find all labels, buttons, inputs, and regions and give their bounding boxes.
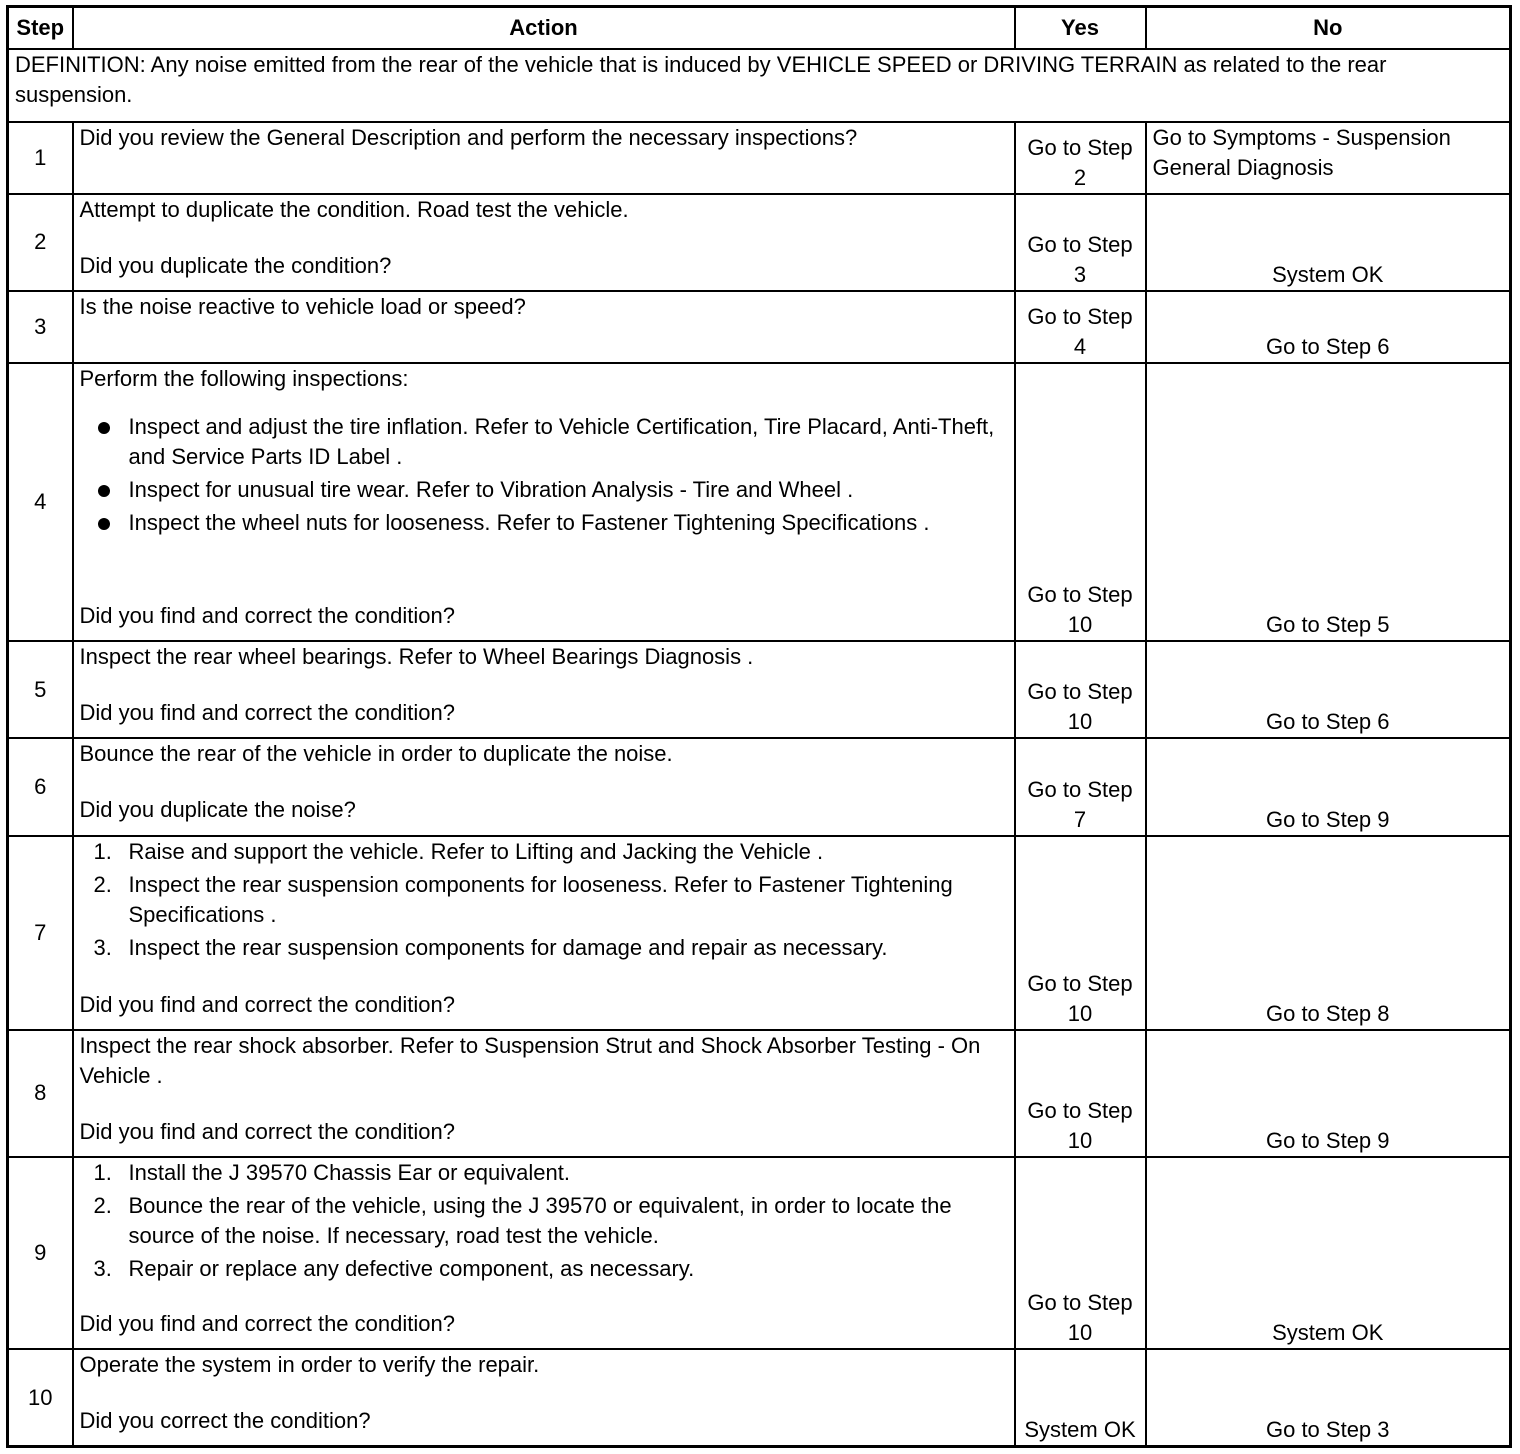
item-number: 2. xyxy=(93,1193,112,1219)
no-cell: System OK xyxy=(1146,1157,1511,1349)
action-question: Did you find and correct the condition? xyxy=(79,700,455,726)
procedure-list xyxy=(80,1158,1008,1287)
no-cell: Go to Step 5 xyxy=(1146,363,1511,641)
action-cell xyxy=(73,291,1015,363)
definition-row xyxy=(8,49,1511,122)
no-cell: System OK xyxy=(1146,194,1511,291)
no-cell: Go to Step 3 xyxy=(1146,1349,1511,1446)
list-item: Inspect and adjust the tire inflation. Refer to Vehicle Certification, Tire Placard, Anti-Theft, and Service Parts ID Label . xyxy=(80,412,1008,472)
item-number: 3. xyxy=(93,934,112,960)
action-cell xyxy=(73,1157,1015,1349)
inspection-list xyxy=(80,412,1008,538)
list-item: Inspect the wheel nuts for looseness. Refer to Fastener Tightening Specifications . xyxy=(80,508,1008,538)
action-question: Did you duplicate the condition? xyxy=(79,252,392,278)
action-text: Is the noise reactive to vehicle load or speed? xyxy=(79,293,526,319)
yes-cell: Go to Step 10 xyxy=(1015,1157,1146,1349)
action-text: Inspect the rear shock absorber. Refer to Suspension Strut and Shock Absorber Testing - On Vehicle . xyxy=(79,1032,981,1088)
yes-cell: Go to Step 10 xyxy=(1015,641,1146,738)
action-cell xyxy=(73,122,1015,194)
step-number: 2 xyxy=(8,194,73,291)
table-row xyxy=(8,1349,1511,1446)
action-cell xyxy=(73,1349,1015,1446)
yes-cell: System OK xyxy=(1015,1349,1146,1446)
yes-cell: Go to Step 3 xyxy=(1015,194,1146,291)
item-text: Bounce the rear of the vehicle, using the J 39570 or equivalent, in order to locate the source of the noise. If necessary, road test the vehicle. xyxy=(128,1193,952,1249)
table-row xyxy=(8,641,1511,738)
list-item: Inspect for unusual tire wear. Refer to Vibration Analysis - Tire and Wheel . xyxy=(80,475,1008,505)
no-cell: Go to Step 6 xyxy=(1146,641,1511,738)
action-cell xyxy=(73,836,1015,1030)
action-text: Attempt to duplicate the condition. Road test the vehicle. xyxy=(79,196,629,222)
list-item xyxy=(80,1254,1008,1284)
action-question: Did you correct the condition? xyxy=(79,1408,371,1434)
step-number: 3 xyxy=(8,291,73,363)
action-question: Did you duplicate the noise? xyxy=(79,797,356,823)
step-number: 5 xyxy=(8,641,73,738)
action-cell xyxy=(73,363,1015,641)
header-yes: Yes xyxy=(1015,7,1146,49)
table-row xyxy=(8,836,1511,1030)
list-item xyxy=(80,1191,1008,1251)
table-row xyxy=(8,194,1511,291)
yes-cell: Go to Step 2 xyxy=(1015,122,1146,194)
item-text: Inspect the rear suspension components for looseness. Refer to Fastener Tightening Specifications . xyxy=(128,871,953,927)
definition-text: DEFINITION: Any noise emitted from the rear of the vehicle that is induced by VEHICLE SPEED or DRIVING TERRAIN as related to the rear suspension. xyxy=(8,49,1511,122)
table-row xyxy=(8,738,1511,835)
yes-cell: Go to Step 7 xyxy=(1015,738,1146,835)
no-cell: Go to Symptoms - Suspension General Diagnosis xyxy=(1146,122,1511,194)
item-number: 3. xyxy=(93,1256,112,1282)
action-text: Perform the following inspections: xyxy=(79,365,409,391)
step-number: 1 xyxy=(8,122,73,194)
table-row xyxy=(8,122,1511,194)
header-row xyxy=(8,7,1511,49)
table-row xyxy=(8,291,1511,363)
step-number: 7 xyxy=(8,836,73,1030)
yes-cell: Go to Step 10 xyxy=(1015,1030,1146,1157)
action-cell xyxy=(73,738,1015,835)
list-item xyxy=(80,837,1008,867)
action-text: Did you review the General Description and perform the necessary inspections? xyxy=(79,124,858,150)
step-number: 10 xyxy=(8,1349,73,1446)
list-item xyxy=(80,870,1008,930)
step-number: 6 xyxy=(8,738,73,835)
action-question: Did you find and correct the condition? xyxy=(79,991,455,1017)
item-text: Repair or replace any defective component, as necessary. xyxy=(128,1256,695,1282)
no-cell: Go to Step 9 xyxy=(1146,1030,1511,1157)
yes-cell: Go to Step 10 xyxy=(1015,836,1146,1030)
action-text: Inspect the rear wheel bearings. Refer to Wheel Bearings Diagnosis . xyxy=(79,644,754,670)
action-text: Operate the system in order to verify the repair. xyxy=(79,1352,540,1378)
header-step: Step xyxy=(8,7,73,49)
header-action: Action xyxy=(73,7,1015,49)
yes-cell: Go to Step 4 xyxy=(1015,291,1146,363)
action-question: Did you find and correct the condition? xyxy=(79,1311,455,1337)
procedure-list xyxy=(80,837,1008,966)
yes-cell: Go to Step 10 xyxy=(1015,363,1146,641)
step-number: 4 xyxy=(8,363,73,641)
item-number: 2. xyxy=(93,871,112,897)
table-row xyxy=(8,1157,1511,1349)
action-cell xyxy=(73,194,1015,291)
action-text: Bounce the rear of the vehicle in order to duplicate the noise. xyxy=(79,741,673,767)
no-cell: Go to Step 6 xyxy=(1146,291,1511,363)
item-number: 1. xyxy=(93,838,112,864)
list-item xyxy=(80,933,1008,963)
action-cell xyxy=(73,641,1015,738)
table-row xyxy=(8,1030,1511,1157)
diagnostic-table xyxy=(6,5,1512,1448)
step-number: 8 xyxy=(8,1030,73,1157)
no-cell: Go to Step 9 xyxy=(1146,738,1511,835)
action-question: Did you find and correct the condition? xyxy=(79,1118,455,1144)
item-number: 1. xyxy=(93,1160,112,1186)
action-cell xyxy=(73,1030,1015,1157)
header-no: No xyxy=(1146,7,1511,49)
step-number: 9 xyxy=(8,1157,73,1349)
item-text: Raise and support the vehicle. Refer to Lifting and Jacking the Vehicle . xyxy=(128,838,824,864)
no-cell: Go to Step 8 xyxy=(1146,836,1511,1030)
list-item xyxy=(80,1158,1008,1188)
table-row xyxy=(8,363,1511,641)
item-text: Install the J 39570 Chassis Ear or equivalent. xyxy=(128,1160,570,1186)
action-question: Did you find and correct the condition? xyxy=(79,602,455,628)
item-text: Inspect the rear suspension components for damage and repair as necessary. xyxy=(128,934,888,960)
